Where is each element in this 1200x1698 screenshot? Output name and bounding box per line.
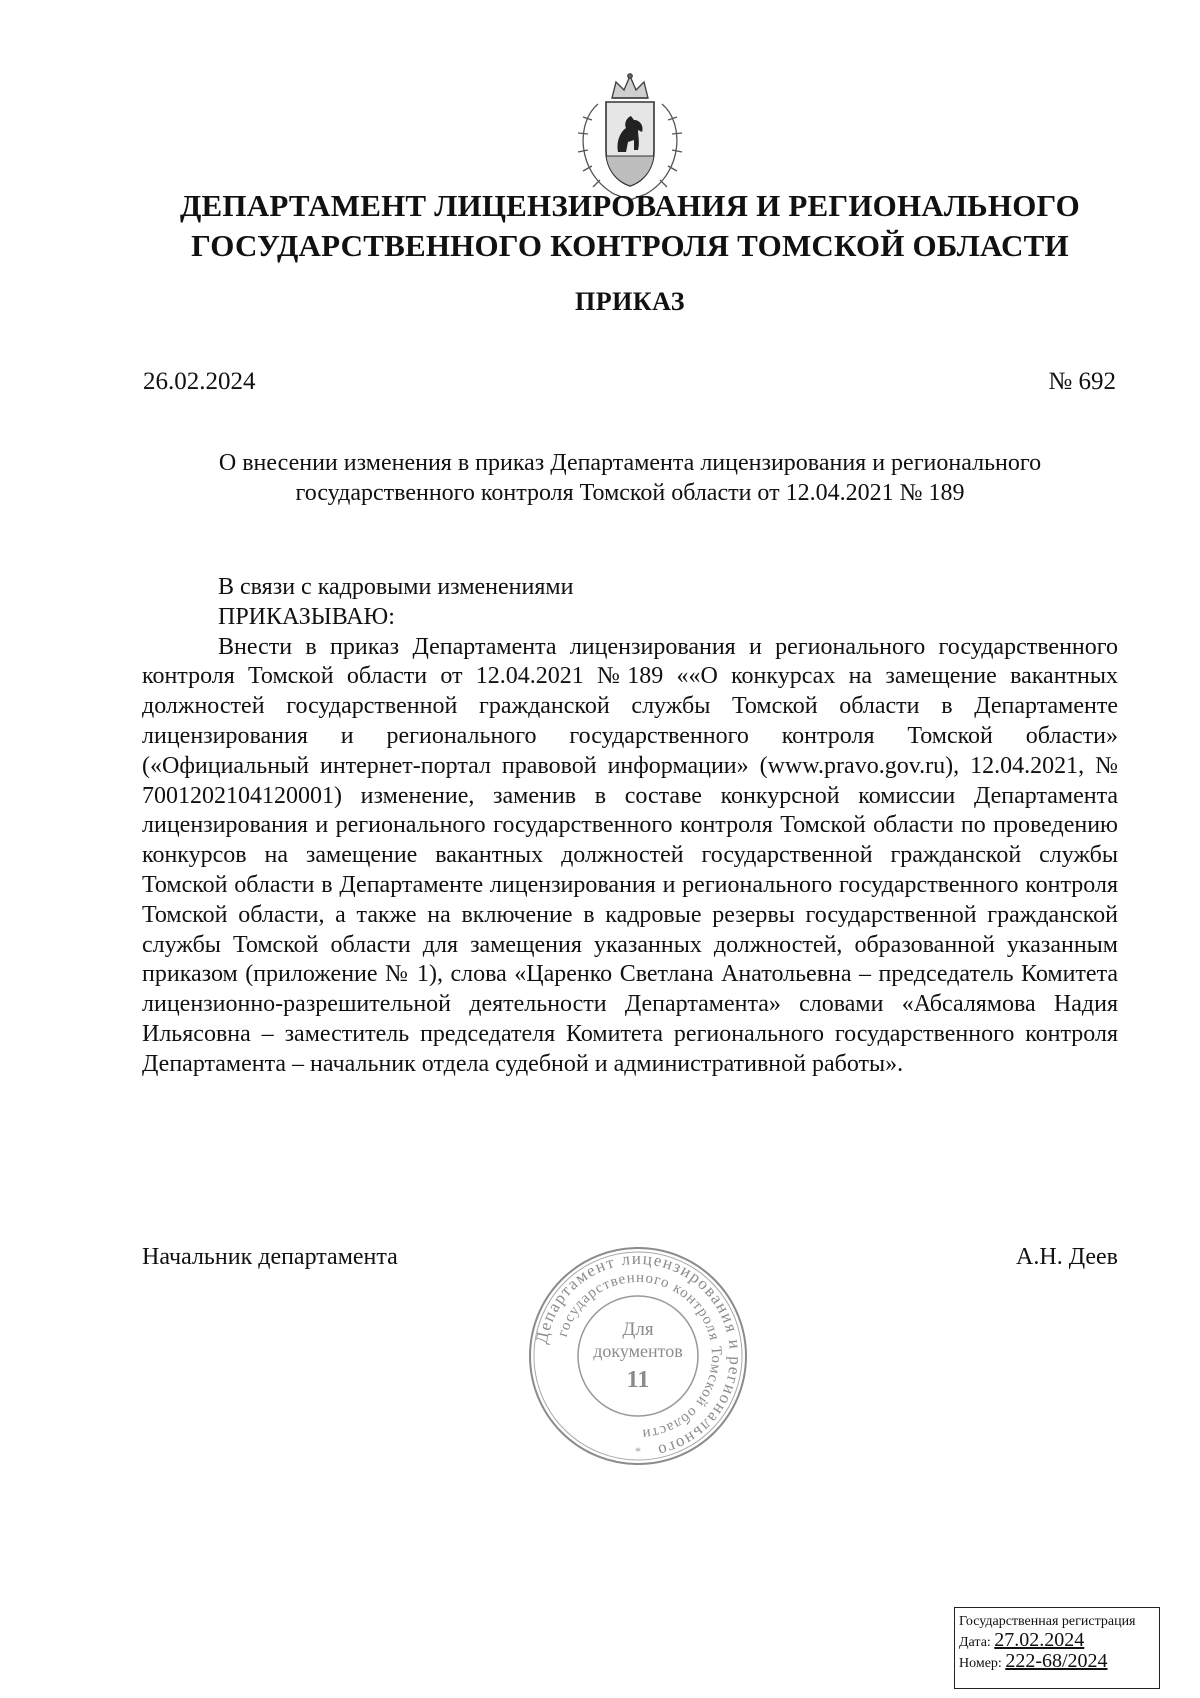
registration-date-label: Дата:: [959, 1635, 991, 1650]
document-subject: [160, 448, 1100, 508]
stamp-center-line1: Для: [622, 1319, 654, 1340]
coat-of-arms-emblem: [568, 72, 692, 204]
stamp-star-icon: *: [635, 1444, 641, 1458]
signer-name: А.Н. Деев: [1016, 1244, 1118, 1270]
registration-date-value: 27.02.2024: [994, 1629, 1085, 1651]
stamp-center-number: 11: [626, 1367, 650, 1393]
registration-number-value: 222-68/2024: [1005, 1650, 1108, 1672]
subject-line2: государственного контроля Томской области от 12.04.2021 № 189: [295, 480, 965, 506]
document-type-title: ПРИКАЗ: [574, 287, 686, 316]
subject-line1: О внесении изменения в приказ Департамента лицензирования и регионального: [218, 450, 1042, 476]
document-body: [142, 573, 1118, 1080]
intro-paragraph: В связи с кадровыми изменениями: [218, 574, 574, 600]
stamp-outer-text: Департамент лицензирования и регионального: [531, 1248, 746, 1461]
registration-title: Государственная регистрация: [959, 1614, 1136, 1629]
registration-number-label: Номер:: [959, 1656, 1002, 1671]
document-date: 26.02.2024: [143, 368, 256, 395]
official-seal-stamp: [527, 1245, 749, 1467]
organization-name-line1: ДЕПАРТАМЕНТ ЛИЦЕНЗИРОВАНИЯ И РЕГИОНАЛЬНОГО: [180, 188, 1080, 223]
registration-box: [954, 1607, 1160, 1689]
signer-position: Начальник департамента: [142, 1244, 398, 1270]
document-number: № 692: [1048, 368, 1116, 395]
stamp-inner-text: государственного контроля Томской области: [554, 1269, 725, 1442]
order-word: ПРИКАЗЫВАЮ:: [218, 603, 395, 630]
organization-header: [140, 186, 1120, 266]
organization-name-line2: ГОСУДАРСТВЕННОГО КОНТРОЛЯ ТОМСКОЙ ОБЛАСТИ: [191, 228, 1069, 263]
main-paragraph: Внести в приказ Департамента лицензирования и регионального государственного контроля Томской области от 12.04.2021 №189 ««О конкурсах на замещение вакантных должностей государственной гражданской службы Томской области в Департаменте лицензирования и регионального государственного контроля Томской области» («Официальный интернет-портал правовой информации» (www.pravo.gov.ru), 12.04.2021, № 7001202104120001) изменение, заменив в составе конкурсной комиссии Департамента лицензирования и регионального государственного контроля Томской области по проведению конкурсов на замещение вакантных должностей государственной гражданской службы Томской области в Департаменте лицензирования и регионального государственного контроля Томской области, а также на включение в кадровые резервы государственной гражданской службы Томской области для замещения указанных должностей, образованной указанным приказом (приложение № 1), слова «Царенко Светлана Анатольевна – председатель Комитета лицензионно-разрешительной деятельности Департамента» словами «Абсалямова Надия Ильясовна – заместитель председателя Комитета регионального государственного контроля Департамента – начальник отдела судебной и административной работы».: [142, 633, 1118, 1077]
stamp-center-line2: документов: [593, 1341, 683, 1361]
